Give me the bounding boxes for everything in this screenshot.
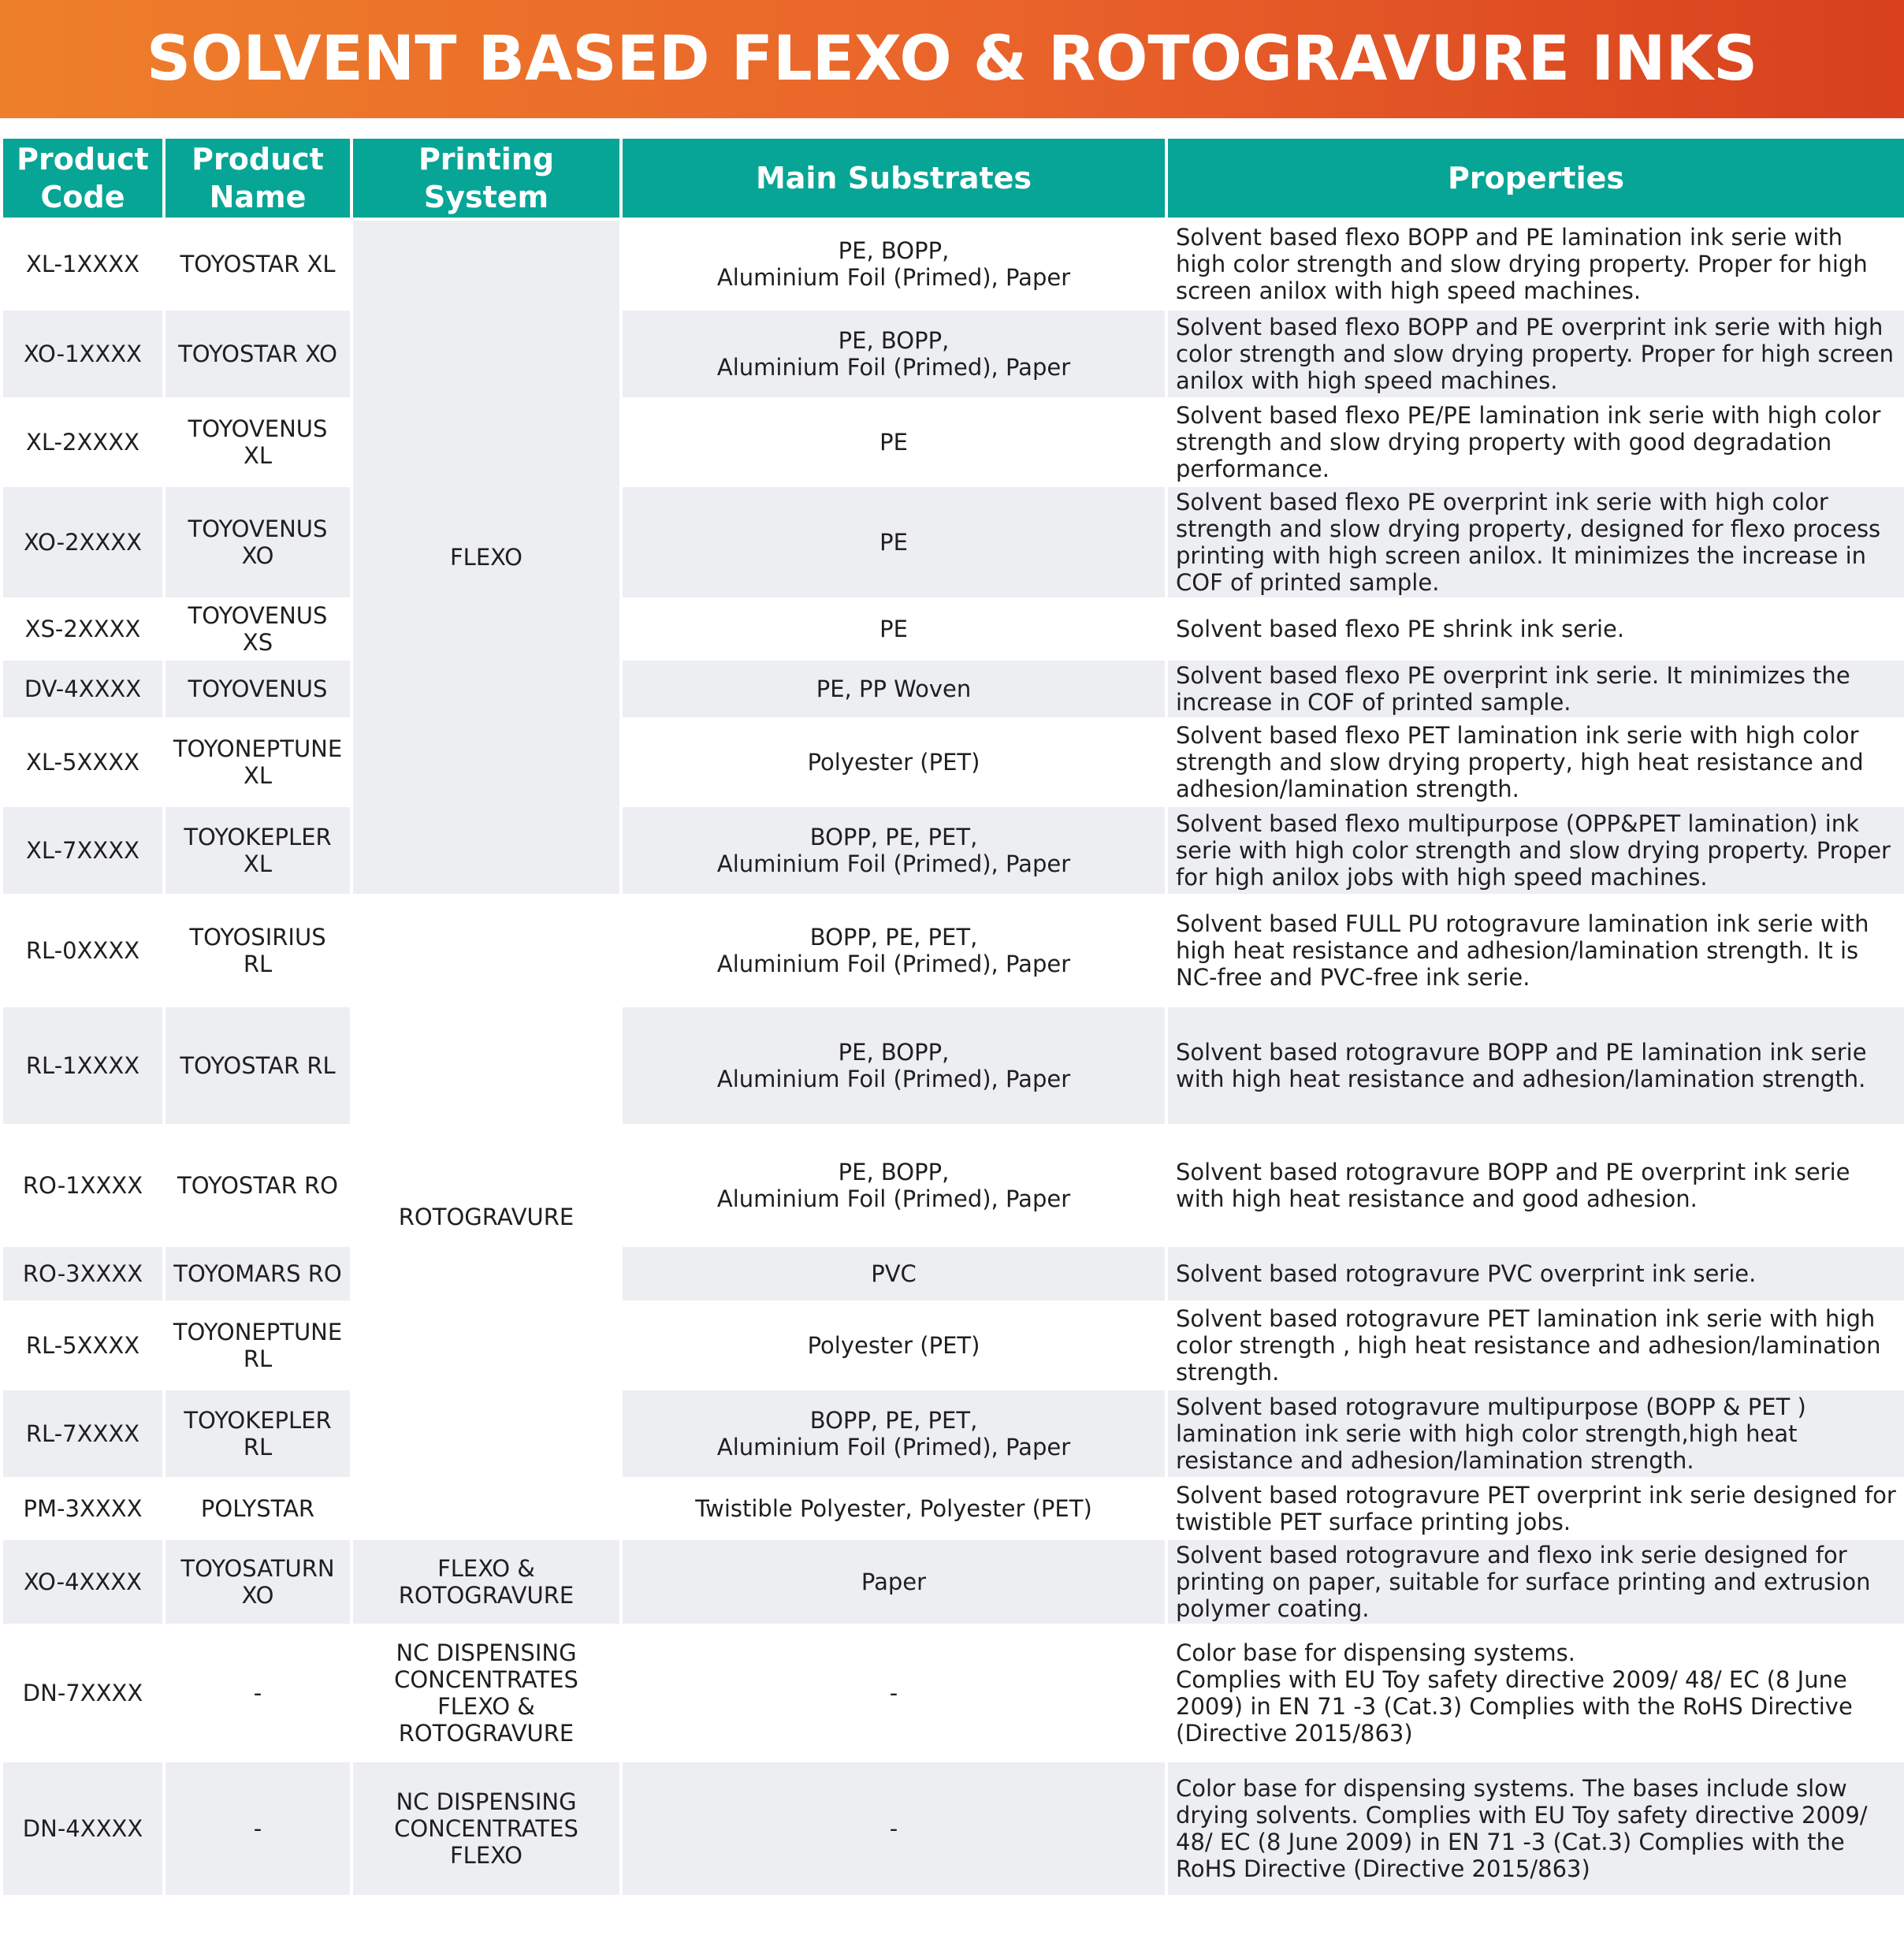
product-code: XL-7XXXX: [3, 807, 162, 894]
substrates: -: [623, 1627, 1165, 1759]
substrates: -: [623, 1762, 1165, 1895]
properties: Solvent based flexo multipurpose (OPP&PET lamination) ink serie with high color strength and slow drying property. Proper for high anilox jobs with high speed machines.: [1168, 807, 1904, 894]
properties: Solvent based rotogravure BOPP and PE lamination ink serie with high heat resistance and adhesion/lamination strength.: [1168, 1007, 1904, 1124]
table-row: [3, 1247, 1904, 1301]
substrates: PE: [623, 487, 1165, 597]
product-code: XS-2XXXX: [3, 601, 162, 657]
printing-system-flexo-rotogravure: FLEXO & ROTOGRAVURE: [353, 1540, 619, 1624]
substrates: PE: [623, 400, 1165, 484]
properties: Solvent based flexo PE/PE lamination ink serie with high color strength and slow drying property with good degradation performance.: [1168, 400, 1904, 484]
substrates: BOPP, PE, PET, Aluminium Foil (Primed), Paper: [623, 897, 1165, 1004]
product-code: RL-0XXXX: [3, 897, 162, 1004]
product-code: XO-4XXXX: [3, 1540, 162, 1624]
table-row: [3, 1540, 1904, 1624]
table-row: [3, 897, 1904, 1004]
product-code: PM-3XXXX: [3, 1480, 162, 1537]
product-code: XL-5XXXX: [3, 720, 162, 804]
printing-system-rotogravure: ROTOGRAVURE: [353, 897, 619, 1537]
properties: Solvent based flexo PE overprint ink serie. It minimizes the increase in COF of printed sample.: [1168, 661, 1904, 717]
substrates: BOPP, PE, PET, Aluminium Foil (Primed), Paper: [623, 1390, 1165, 1477]
header-properties: Properties: [1168, 139, 1904, 218]
properties: Solvent based rotogravure PET lamination ink serie with high color strength , high heat resistance and adhesion/lamination strength.: [1168, 1304, 1904, 1387]
properties: Color base for dispensing systems. The bases include slow drying solvents. Complies with EU Toy safety directive 2009/ 48/ EC (8 June 2009) in EN 71 -3 (Cat.3) Complies with the RoHS Directive (Directive 2015/863): [1168, 1762, 1904, 1895]
product-name: TOYOSTAR RO: [165, 1127, 350, 1244]
title-banner: [0, 0, 1904, 118]
table-row: [3, 720, 1904, 804]
table-row: [3, 601, 1904, 657]
product-name: TOYOSIRIUS RL: [165, 897, 350, 1004]
product-name: TOYOSTAR RL: [165, 1007, 350, 1124]
printing-system-nc-flexo-rotogravure: NC DISPENSING CONCENTRATES FLEXO & ROTOGRAVURE: [353, 1627, 619, 1759]
header-main-substrates: Main Substrates: [623, 139, 1165, 218]
header-product-name: Product Name: [165, 139, 350, 218]
substrates: PE: [623, 601, 1165, 657]
product-code: RL-5XXXX: [3, 1304, 162, 1387]
table-row: [3, 661, 1904, 717]
substrates: Twistible Polyester, Polyester (PET): [623, 1480, 1165, 1537]
products-table: [0, 136, 1904, 1898]
table-row: [3, 221, 1904, 307]
table-row: [3, 1762, 1904, 1895]
substrates: PE, BOPP, Aluminium Foil (Primed), Paper: [623, 1127, 1165, 1244]
product-code: XO-2XXXX: [3, 487, 162, 597]
properties: Solvent based rotogravure BOPP and PE overprint ink serie with high heat resistance and good adhesion.: [1168, 1127, 1904, 1244]
properties: Solvent based rotogravure PET overprint ink serie designed for twistible PET surface printing jobs.: [1168, 1480, 1904, 1537]
table-row: [3, 807, 1904, 894]
product-name: TOYOKEPLER RL: [165, 1390, 350, 1477]
product-code: DV-4XXXX: [3, 661, 162, 717]
product-name: TOYOSATURN XO: [165, 1540, 350, 1624]
table-row: [3, 311, 1904, 397]
product-code: XO-1XXXX: [3, 311, 162, 397]
product-code: DN-4XXXX: [3, 1762, 162, 1895]
header-row: [3, 139, 1904, 218]
properties: Color base for dispensing systems. Complies with EU Toy safety directive 2009/ 48/ EC (8 June 2009) in EN 71 -3 (Cat.3) Complies with the RoHS Directive (Directive 2015/863): [1168, 1627, 1904, 1759]
printing-system-nc-flexo: NC DISPENSING CONCENTRATES FLEXO: [353, 1762, 619, 1895]
product-code: RL-7XXXX: [3, 1390, 162, 1477]
table-row: [3, 487, 1904, 597]
product-code: DN-7XXXX: [3, 1627, 162, 1759]
product-name: TOYOVENUS XL: [165, 400, 350, 484]
substrates: PE, BOPP, Aluminium Foil (Primed), Paper: [623, 311, 1165, 397]
product-code: XL-1XXXX: [3, 221, 162, 307]
table-row: [3, 1627, 1904, 1759]
properties: Solvent based rotogravure PVC overprint ink serie.: [1168, 1247, 1904, 1301]
product-name: TOYONEPTUNE RL: [165, 1304, 350, 1387]
product-name: TOYOVENUS XS: [165, 601, 350, 657]
table-row: [3, 1007, 1904, 1124]
table-row: [3, 1480, 1904, 1537]
page-title: SOLVENT BASED FLEXO & ROTOGRAVURE INKS: [146, 24, 1758, 95]
substrates: PE, BOPP, Aluminium Foil (Primed), Paper: [623, 1007, 1165, 1124]
product-name: TOYONEPTUNE XL: [165, 720, 350, 804]
product-name: TOYOSTAR XO: [165, 311, 350, 397]
properties: Solvent based flexo PE shrink ink serie.: [1168, 601, 1904, 657]
properties: Solvent based FULL PU rotogravure lamination ink serie with high heat resistance and adhesion/lamination strength. It is NC-free and PVC-free ink serie.: [1168, 897, 1904, 1004]
product-name: TOYOKEPLER XL: [165, 807, 350, 894]
substrates: BOPP, PE, PET, Aluminium Foil (Primed), Paper: [623, 807, 1165, 894]
properties: Solvent based flexo BOPP and PE lamination ink serie with high color strength and slow drying property. Proper for high screen anilox with high speed machines.: [1168, 221, 1904, 307]
table-row: [3, 400, 1904, 484]
product-name: -: [165, 1627, 350, 1759]
substrates: PVC: [623, 1247, 1165, 1301]
table-row: [3, 1127, 1904, 1244]
properties: Solvent based flexo BOPP and PE overprint ink serie with high color strength and slow drying property. Proper for high screen anilox with high speed machines.: [1168, 311, 1904, 397]
properties: Solvent based rotogravure multipurpose (BOPP & PET ) lamination ink serie with high color strength,high heat resistance and adhesion/lamination strength.: [1168, 1390, 1904, 1477]
substrates: Polyester (PET): [623, 720, 1165, 804]
product-name: TOYOMARS RO: [165, 1247, 350, 1301]
substrates: PE, PP Woven: [623, 661, 1165, 717]
product-name: TOYOVENUS XO: [165, 487, 350, 597]
substrates: Polyester (PET): [623, 1304, 1165, 1387]
table-row: [3, 1390, 1904, 1477]
product-code: RO-3XXXX: [3, 1247, 162, 1301]
printing-system-flexo: FLEXO: [353, 221, 619, 894]
product-code: RO-1XXXX: [3, 1127, 162, 1244]
product-name: TOYOVENUS: [165, 661, 350, 717]
product-name: TOYOSTAR XL: [165, 221, 350, 307]
product-name: POLYSTAR: [165, 1480, 350, 1537]
product-name: -: [165, 1762, 350, 1895]
header-product-code: Product Code: [3, 139, 162, 218]
substrates: Paper: [623, 1540, 1165, 1624]
product-code: XL-2XXXX: [3, 400, 162, 484]
header-printing-system: Printing System: [353, 139, 619, 218]
properties: Solvent based flexo PE overprint ink serie with high color strength and slow drying property, designed for flexo process printing with high screen anilox. It minimizes the increase in COF of printed sample.: [1168, 487, 1904, 597]
substrates: PE, BOPP, Aluminium Foil (Primed), Paper: [623, 221, 1165, 307]
table-row: [3, 1304, 1904, 1387]
properties: Solvent based flexo PET lamination ink serie with high color strength and slow drying property, high heat resistance and adhesion/lamination strength.: [1168, 720, 1904, 804]
properties: Solvent based rotogravure and flexo ink serie designed for printing on paper, suitable for surface printing and extrusion polymer coating.: [1168, 1540, 1904, 1624]
product-code: RL-1XXXX: [3, 1007, 162, 1124]
